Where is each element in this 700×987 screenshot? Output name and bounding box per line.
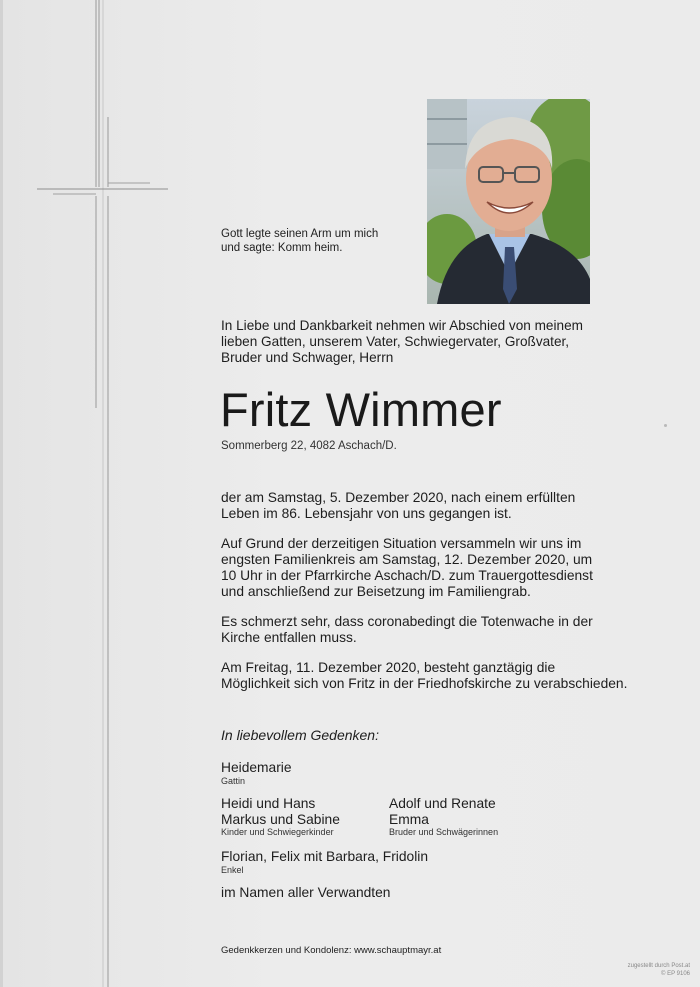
mourner-relation: Bruder und Schwägerinnen	[389, 827, 499, 837]
mourner-relation: Gattin	[221, 775, 246, 786]
announcement-text	[221, 490, 641, 706]
text-line: Am Freitag, 11. Dezember 2020, besteht ganztägig die	[221, 660, 556, 675]
text-line: und anschließend zur Beisetzung im Familiengrab.	[221, 584, 531, 599]
mourner-name: Heidemarie	[221, 760, 292, 775]
mourner-relation: Enkel	[221, 864, 244, 875]
mourner-children	[221, 796, 340, 838]
motto	[221, 227, 411, 255]
text-line: engsten Familienkreis am Samstag, 12. Dezember 2020, um	[221, 552, 593, 567]
intro-text	[221, 318, 601, 366]
text-line: Leben im 86. Lebensjahr von uns gegangen ist.	[221, 506, 512, 521]
mourner-name: Adolf und Renate	[389, 796, 496, 811]
text-line: Auf Grund der derzeitigen Situation versammeln wir uns im	[221, 536, 582, 551]
mourner-relation: Kinder und Schwiegerkinder	[221, 827, 334, 837]
condolence-footer: Gedenkkerzen und Kondolenz: www.schauptmayr.at	[221, 945, 442, 956]
intro-line: lieben Gatten, unserem Vater, Schwiegervater, Großvater,	[221, 334, 570, 349]
stamp-line: © EP 9106	[661, 971, 690, 977]
intro-line: In Liebe und Dankbarkeit nehmen wir Abschied von meinem	[221, 318, 583, 333]
mourner-grandchildren	[221, 849, 428, 876]
portrait-photo	[427, 99, 590, 304]
deceased-name: Fritz Wimmer	[220, 383, 502, 436]
text-line: Kirche entfallen muss.	[221, 630, 357, 645]
stamp-line: zugestellt durch Post.at	[627, 963, 690, 969]
delivery-stamp	[628, 962, 690, 978]
text-line: 10 Uhr in der Pfarrkirche Aschach/D. zum Trauergottesdienst	[221, 568, 593, 583]
paper-speck	[664, 424, 667, 427]
mourner-spouse	[221, 760, 292, 787]
text-line: der am Samstag, 5. Dezember 2020, nach einem erfüllten	[221, 490, 576, 505]
announcement-paragraph	[221, 490, 641, 522]
mourner-name: Heidi und Hans	[221, 796, 316, 811]
mourner-name: Markus und Sabine	[221, 811, 340, 827]
deceased-address: Sommerberg 22, 4082 Aschach/D.	[221, 440, 397, 452]
text-line: Es schmerzt sehr, dass coronabedingt die Totenwache in der	[221, 614, 593, 629]
mourner-closing: im Namen aller Verwandten	[221, 885, 391, 900]
motto-line: Gott legte seinen Arm um mich	[221, 228, 379, 240]
cross-icon	[0, 0, 180, 987]
motto-line: und sagte: Komm heim.	[221, 242, 343, 254]
intro-line: Bruder und Schwager, Herrn	[221, 350, 394, 365]
mourner-siblings	[389, 796, 498, 838]
mourner-name: Emma	[389, 811, 429, 827]
announcement-paragraph	[221, 660, 641, 692]
announcement-paragraph	[221, 536, 641, 600]
mourners-heading: In liebevollem Gedenken:	[221, 727, 379, 743]
announcement-paragraph	[221, 614, 641, 646]
mourner-name: Florian, Felix mit Barbara, Fridolin	[221, 849, 429, 864]
text-line: Möglichkeit sich von Fritz in der Friedhofskirche zu verabschieden.	[221, 676, 628, 691]
